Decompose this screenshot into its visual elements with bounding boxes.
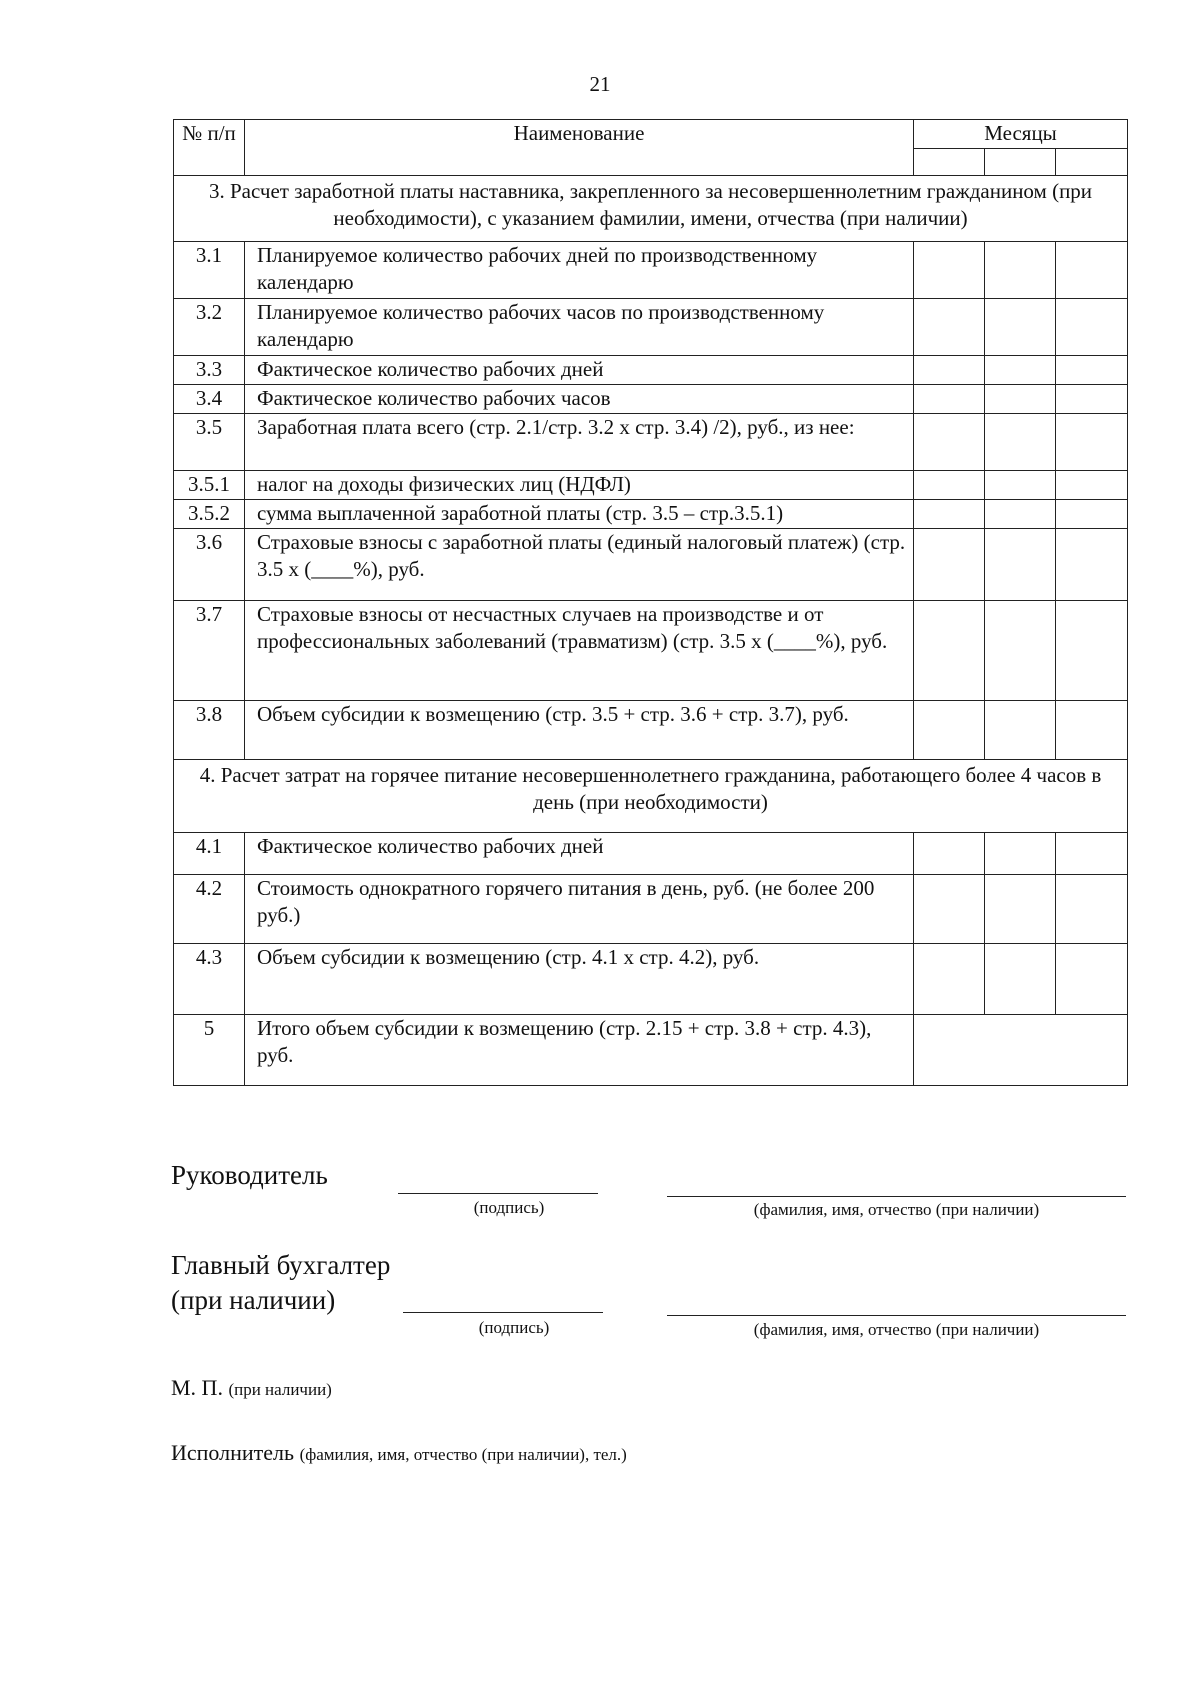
page-number: 21 [589, 72, 611, 96]
table-row [174, 385, 1128, 414]
table-row [174, 944, 1128, 1015]
month-value-cell [985, 385, 1056, 414]
month-value-cell [914, 875, 985, 944]
chief-signature-line [403, 1312, 603, 1313]
month-cell [914, 149, 985, 176]
stamp-label: М. П. [171, 1375, 223, 1400]
row-name: Планируемое количество рабочих дней по производственному календарю [245, 242, 914, 299]
month-value-cell [1056, 299, 1128, 356]
executor-label: Исполнитель [171, 1440, 295, 1465]
table-row [174, 471, 1128, 500]
chief-accountant-note: (при наличии) [171, 1285, 336, 1315]
month-value-cell [1056, 529, 1128, 601]
table-row [174, 356, 1128, 385]
month-value-cell [1056, 944, 1128, 1015]
month-value-cell [914, 242, 985, 299]
month-value-cell [985, 500, 1056, 529]
stamp-line [171, 1375, 332, 1401]
chief-signature-caption: (подпись) [478, 1318, 550, 1337]
chief-fio-caption: (фамилия, имя, отчество (при наличии) [753, 1320, 1040, 1339]
month-value-cell [914, 500, 985, 529]
header-num: № п/п [174, 120, 245, 176]
row-num: 3.6 [174, 529, 245, 601]
month-value-cell [985, 414, 1056, 471]
row-name: сумма выплаченной заработной платы (стр. 3.5 – стр.3.5.1) [245, 500, 914, 529]
month-value-cell [914, 701, 985, 760]
total-num: 5 [174, 1015, 245, 1086]
table-row [174, 500, 1128, 529]
row-num: 4.1 [174, 833, 245, 875]
table-row [174, 701, 1128, 760]
header-months: Месяцы [914, 120, 1128, 149]
row-name: Планируемое количество рабочих часов по производственному календарю [245, 299, 914, 356]
head-label: Руководитель [171, 1160, 328, 1190]
month-value-cell [1056, 601, 1128, 701]
month-value-cell [1056, 385, 1128, 414]
row-name: Объем субсидии к возмещению (стр. 4.1 х стр. 4.2), руб. [245, 944, 914, 1015]
month-value-cell [985, 356, 1056, 385]
month-value-cell [1056, 414, 1128, 471]
month-value-cell [985, 944, 1056, 1015]
row-num: 3.1 [174, 242, 245, 299]
table-row [174, 529, 1128, 601]
month-value-cell [914, 385, 985, 414]
month-value-cell [914, 471, 985, 500]
month-value-cell [914, 529, 985, 601]
chief-fio-line [667, 1315, 1126, 1316]
table-row [174, 414, 1128, 471]
section-4-title-row [174, 760, 1128, 833]
header-name: Наименование [245, 120, 914, 176]
row-num: 4.2 [174, 875, 245, 944]
month-value-cell [1056, 701, 1128, 760]
month-value-cell [914, 601, 985, 701]
chief-accountant-label: Главный бухгалтер [171, 1250, 391, 1280]
month-value-cell [985, 529, 1056, 601]
table-row [174, 242, 1128, 299]
month-value-cell [1056, 471, 1128, 500]
head-fio-line [667, 1196, 1126, 1197]
month-value-cell [985, 833, 1056, 875]
total-value-cell [914, 1015, 1128, 1086]
month-cell [985, 149, 1056, 176]
month-value-cell [1056, 242, 1128, 299]
head-signature-line [398, 1193, 598, 1194]
row-name: Фактическое количество рабочих дней [245, 356, 914, 385]
month-value-cell [1056, 356, 1128, 385]
month-value-cell [985, 299, 1056, 356]
row-num: 3.7 [174, 601, 245, 701]
month-value-cell [914, 414, 985, 471]
row-name: Стоимость однократного горячего питания в день, руб. (не более 200 руб.) [245, 875, 914, 944]
row-name: Фактическое количество рабочих часов [245, 385, 914, 414]
table-row [174, 875, 1128, 944]
row-num: 3.4 [174, 385, 245, 414]
month-value-cell [914, 356, 985, 385]
stamp-note: (при наличии) [228, 1380, 332, 1399]
month-value-cell [985, 875, 1056, 944]
month-value-cell [985, 701, 1056, 760]
month-value-cell [1056, 500, 1128, 529]
month-value-cell [1056, 875, 1128, 944]
table-row [174, 601, 1128, 701]
row-num: 3.2 [174, 299, 245, 356]
row-name: Страховые взносы с заработной платы (единый налоговый платеж) (стр. 3.5 х (____%), руб. [245, 529, 914, 601]
section-3-title-row [174, 176, 1128, 242]
section-3-title: 3. Расчет заработной платы наставника, закрепленного за несовершеннолетним гражданином (при необходимости), с указанием фамилии, имени, отчества (при наличии) [174, 176, 1128, 242]
month-value-cell [914, 833, 985, 875]
total-name: Итого объем субсидии к возмещению (стр. 2.15 + стр. 3.8 + стр. 4.3), руб. [245, 1015, 914, 1086]
month-value-cell [914, 299, 985, 356]
row-num: 3.3 [174, 356, 245, 385]
row-num: 3.5.1 [174, 471, 245, 500]
executor-note: (фамилия, имя, отчество (при наличии), тел.) [299, 1445, 627, 1464]
total-row [174, 1015, 1128, 1086]
executor-line [171, 1440, 627, 1466]
row-num: 3.5.2 [174, 500, 245, 529]
table-row [174, 833, 1128, 875]
row-num: 3.8 [174, 701, 245, 760]
month-value-cell [914, 944, 985, 1015]
month-value-cell [985, 471, 1056, 500]
table-row [174, 299, 1128, 356]
row-name: Страховые взносы от несчастных случаев на производстве и от профессиональных заболеваний (травматизм) (стр. 3.5 х (____%), руб. [245, 601, 914, 701]
row-name: Заработная плата всего (стр. 2.1/стр. 3.2 х стр. 3.4) /2), руб., из нее: [245, 414, 914, 471]
row-name: Фактическое количество рабочих дней [245, 833, 914, 875]
month-value-cell [1056, 833, 1128, 875]
row-name: налог на доходы физических лиц (НДФЛ) [245, 471, 914, 500]
month-value-cell [985, 601, 1056, 701]
head-signature-caption: (подпись) [473, 1198, 545, 1217]
month-value-cell [985, 242, 1056, 299]
head-fio-caption: (фамилия, имя, отчество (при наличии) [753, 1200, 1040, 1219]
header-row [174, 120, 1128, 149]
row-num: 4.3 [174, 944, 245, 1015]
subsidy-calculation-table [173, 119, 1128, 1086]
row-num: 3.5 [174, 414, 245, 471]
section-4-title: 4. Расчет затрат на горячее питание несовершеннолетнего гражданина, работающего более 4 часов в день (при необходимости) [174, 760, 1128, 833]
row-name: Объем субсидии к возмещению (стр. 3.5 + стр. 3.6 + стр. 3.7), руб. [245, 701, 914, 760]
month-cell [1056, 149, 1128, 176]
